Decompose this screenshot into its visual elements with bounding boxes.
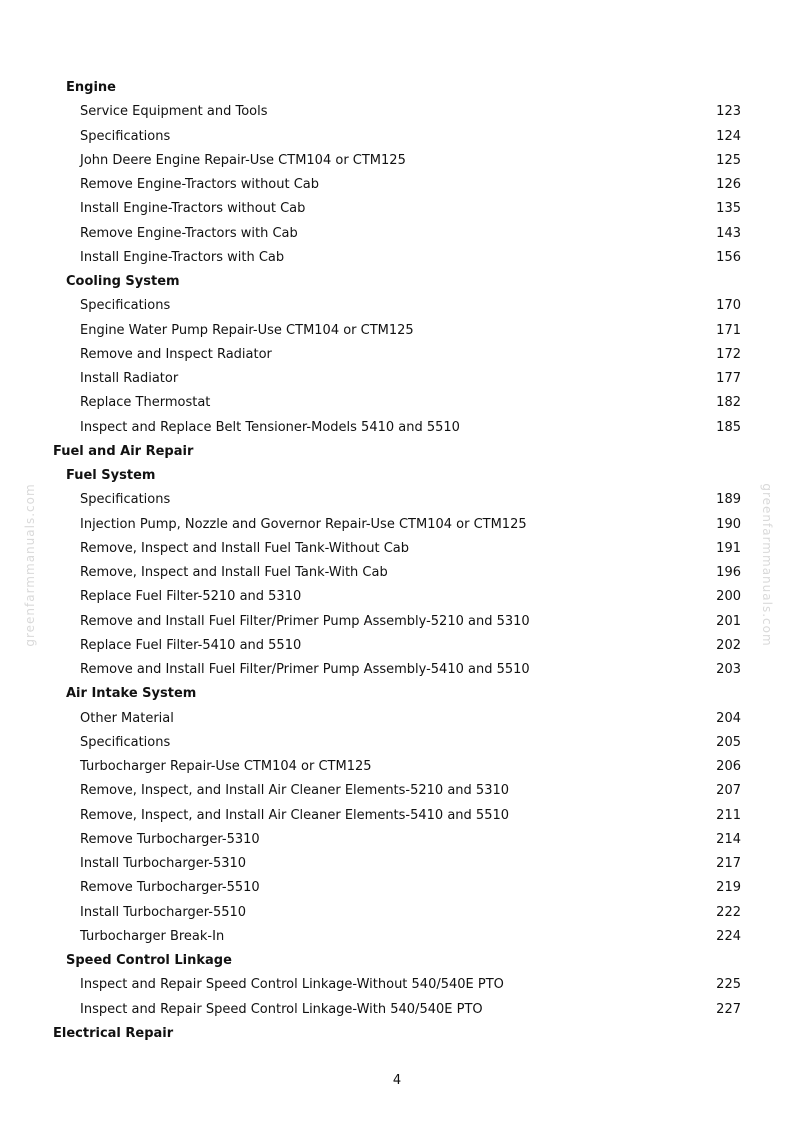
toc-entry-page-number: 191: [716, 540, 741, 556]
toc-entry-page-number: 227: [716, 1001, 741, 1017]
toc-entry-title: Remove and Install Fuel Filter/Primer Pump Assembly-5210 and 5310: [80, 613, 530, 629]
toc-entry-title: Engine Water Pump Repair-Use CTM104 or CTM125: [80, 322, 414, 338]
toc-entry-title: Install Radiator: [80, 371, 179, 386]
toc-entry-title: Replace Fuel Filter-5210 and 5310: [80, 589, 302, 605]
toc-entry-page-number: 156: [716, 249, 741, 265]
toc-entry-title: Other Material: [80, 710, 174, 726]
toc-entry: [0, 828, 794, 852]
toc-entry-page-number: 204: [716, 710, 741, 726]
toc-entry-page-number: 124: [716, 128, 741, 144]
toc-entry-title: Install Turbocharger-5510: [80, 904, 247, 920]
toc-entry: [0, 998, 794, 1022]
toc-entry-title: Inspect and Repair Speed Control Linkage-With 540/540E PTO: [80, 1001, 483, 1017]
toc-entry-page-number: 143: [716, 225, 741, 241]
toc-entry-title: Air Intake System: [66, 686, 197, 702]
toc-section-heading: [0, 1022, 794, 1046]
toc-entry-title: Remove Engine-Tractors with Cab: [80, 225, 298, 241]
toc-entry: [0, 391, 794, 415]
toc-entry: [0, 634, 794, 658]
toc-entry: [0, 294, 794, 318]
toc-entry: [0, 779, 794, 803]
toc-entry-title: Install Engine-Tractors without Cab: [80, 201, 306, 217]
page-number: 4: [392, 1073, 402, 1088]
toc-entry-title: Inspect and Repair Speed Control Linkage-Without 540/540E PTO: [80, 977, 504, 993]
toc-entry-title: Remove Turbocharger-5510: [80, 880, 260, 896]
toc-entry-page-number: 225: [716, 977, 741, 993]
toc-entry-page-number: 219: [716, 880, 741, 896]
toc-entry-page-number: 171: [716, 322, 741, 338]
toc-entry-page-number: 196: [716, 565, 741, 580]
toc-entry: [0, 343, 794, 367]
toc-entry-page-number: 170: [716, 298, 741, 314]
toc-entry-title: Specifications: [80, 492, 171, 508]
toc-entry: [0, 125, 794, 149]
toc-entry: [0, 731, 794, 755]
toc-entry: [0, 852, 794, 876]
toc-entry-title: Specifications: [80, 298, 171, 314]
toc-entry-page-number: 202: [716, 637, 741, 653]
toc-entry-title: Remove Turbocharger-5310: [80, 831, 260, 847]
toc-entry-page-number: 217: [716, 856, 741, 871]
toc-entry-page-number: 172: [716, 346, 741, 362]
toc-entry: [0, 610, 794, 634]
toc-entry-page-number: 182: [716, 395, 741, 411]
toc-entry-title: Engine: [66, 80, 116, 95]
toc-entry-title: Specifications: [80, 734, 171, 750]
toc-entry-title: Remove Engine-Tractors without Cab: [80, 177, 320, 192]
toc-entry: [0, 755, 794, 779]
toc-entry: [0, 488, 794, 512]
toc-entry-title: Remove and Inspect Radiator: [80, 346, 272, 362]
toc-entry-title: Cooling System: [66, 274, 180, 289]
toc-entry-page-number: 206: [716, 759, 741, 774]
toc-entry-title: Remove, Inspect and Install Fuel Tank-Without Cab: [80, 540, 410, 556]
toc-entry-page-number: 201: [716, 613, 741, 629]
toc-entry: [0, 100, 794, 124]
toc-entry: [0, 537, 794, 561]
toc-entry-title: Electrical Repair: [53, 1025, 174, 1041]
toc-entry-title: Remove, Inspect and Install Fuel Tank-With Cab: [80, 565, 388, 580]
toc-entry: [0, 561, 794, 585]
toc-subsection-heading: [0, 76, 794, 100]
toc-entry: [0, 973, 794, 997]
toc-entry-page-number: 200: [716, 589, 741, 605]
toc-entry: [0, 197, 794, 221]
toc-entry-title: Inspect and Replace Belt Tensioner-Models 5410 and 5510: [80, 419, 460, 435]
toc-entry: [0, 876, 794, 900]
toc-entry-title: Turbocharger Break-In: [80, 928, 225, 944]
toc-entry-title: Replace Fuel Filter-5410 and 5510: [80, 637, 302, 653]
toc-entry-page-number: 203: [716, 662, 741, 677]
toc-subsection-heading: [0, 949, 794, 973]
toc-entry-page-number: 205: [716, 734, 741, 750]
toc-subsection-heading: [0, 270, 794, 294]
toc-entry-title: Install Engine-Tractors with Cab: [80, 249, 285, 265]
toc-entry-page-number: 177: [716, 371, 741, 386]
toc-entry-title: Service Equipment and Tools: [80, 104, 268, 120]
toc-entry-page-number: 190: [716, 516, 741, 532]
toc-subsection-heading: [0, 682, 794, 706]
toc-entry-page-number: 189: [716, 492, 741, 508]
watermark-right: greenfarmmanuals.com: [760, 483, 774, 647]
toc-subsection-heading: [0, 464, 794, 488]
toc-entry-page-number: 135: [716, 201, 741, 217]
toc-entry: [0, 658, 794, 682]
toc-entry-page-number: 185: [716, 419, 741, 435]
toc-entry: [0, 416, 794, 440]
toc-entry-title: Turbocharger Repair-Use CTM104 or CTM125: [80, 759, 372, 774]
toc-entry-title: Speed Control Linkage: [66, 953, 232, 968]
toc-entry-page-number: 224: [716, 928, 741, 944]
toc-entry-title: Fuel and Air Repair: [53, 443, 194, 459]
toc-entry: [0, 901, 794, 925]
toc-entry-title: John Deere Engine Repair-Use CTM104 or CTM125: [80, 152, 406, 168]
toc-entry: [0, 513, 794, 537]
toc-entry: [0, 246, 794, 270]
toc-entry-title: Specifications: [80, 128, 171, 144]
toc-entry-page-number: 214: [716, 831, 741, 847]
toc-entry-page-number: 207: [716, 783, 741, 799]
toc-entry: [0, 319, 794, 343]
watermark-left: greenfarmmanuals.com: [23, 483, 37, 647]
toc-entry-title: Remove, Inspect, and Install Air Cleaner Elements-5410 and 5510: [80, 807, 510, 823]
toc-entry: [0, 222, 794, 246]
toc-entry-page-number: 125: [716, 152, 741, 168]
toc-entry: [0, 585, 794, 609]
toc-entry-title: Injection Pump, Nozzle and Governor Repair-Use CTM104 or CTM125: [80, 516, 527, 532]
toc-section-heading: [0, 440, 794, 464]
toc-entry: [0, 149, 794, 173]
toc-entry: [0, 925, 794, 949]
toc-entry: [0, 367, 794, 391]
toc-entry-page-number: 126: [716, 177, 741, 192]
toc-entry: [0, 804, 794, 828]
toc-entry-title: Remove and Install Fuel Filter/Primer Pump Assembly-5410 and 5510: [80, 662, 530, 677]
toc-entry-title: Replace Thermostat: [80, 395, 211, 411]
toc-entry: [0, 707, 794, 731]
toc-entry-page-number: 211: [716, 807, 741, 823]
toc-entry: [0, 173, 794, 197]
toc-entry-title: Install Turbocharger-5310: [80, 856, 247, 871]
table-of-contents: [0, 76, 794, 1046]
toc-entry-page-number: 123: [716, 104, 741, 120]
toc-entry-title: Remove, Inspect, and Install Air Cleaner Elements-5210 and 5310: [80, 783, 510, 799]
toc-entry-page-number: 222: [716, 904, 741, 920]
toc-entry-title: Fuel System: [66, 468, 156, 483]
